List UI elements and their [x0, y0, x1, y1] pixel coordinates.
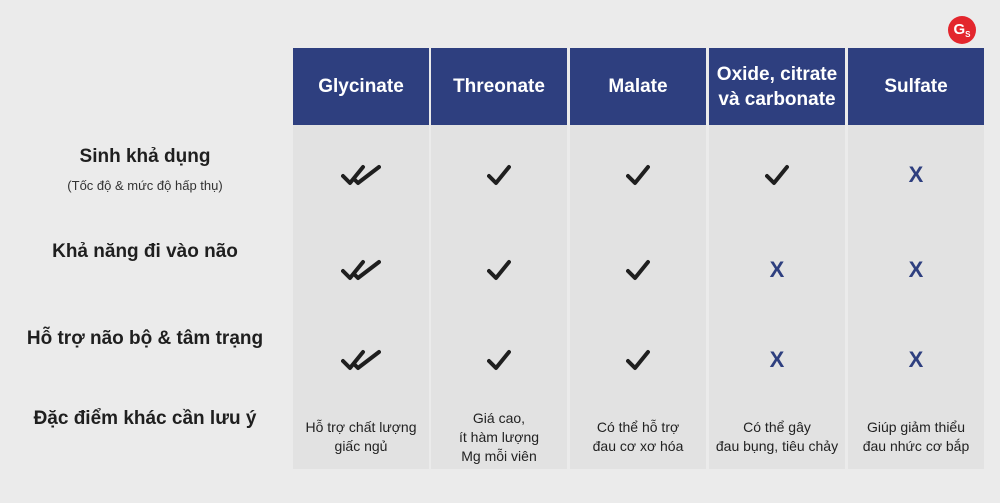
mark-cell — [848, 315, 984, 405]
column-body — [848, 125, 984, 469]
column-header: Sulfate — [848, 48, 984, 125]
column-0 — [293, 48, 429, 469]
mark-cell — [709, 125, 845, 225]
check-icon — [487, 349, 511, 371]
column-body — [709, 125, 845, 469]
note-cell — [709, 405, 845, 469]
brand-logo: $G_S$ — [948, 16, 976, 44]
x-icon: X — [908, 257, 924, 282]
mark-cell — [293, 225, 429, 315]
row-label-other-notes: Đặc điểm khác cần lưu ý — [33, 408, 257, 429]
double-check-icon — [341, 259, 381, 281]
row-label-brain-entry: Khả năng đi vào não — [52, 241, 238, 262]
column-3 — [709, 48, 845, 469]
note-cell — [848, 405, 984, 469]
mark-cell — [293, 125, 429, 225]
x-icon: X — [769, 347, 785, 372]
column-note: Có thể hỗ trợ đau cơ xơ hóa — [592, 419, 684, 454]
double-check-icon — [341, 164, 381, 186]
check-icon — [765, 164, 789, 186]
column-header: Glycinate — [293, 48, 429, 125]
note-cell — [431, 405, 567, 469]
mark-cell — [431, 125, 567, 225]
x-icon: X — [769, 257, 785, 282]
mark-cell — [431, 315, 567, 405]
double-check-icon — [341, 349, 381, 371]
column-body — [293, 125, 429, 469]
row-sub-bioavailability: (Tốc độ & mức độ hấp thụ) — [67, 178, 223, 193]
column-header: Oxide, citrate và carbonate — [709, 48, 845, 125]
mark-cell — [431, 225, 567, 315]
column-header: Threonate — [431, 48, 567, 125]
check-icon — [626, 259, 650, 281]
column-note: Có thể gây đau bụng, tiêu chảy — [715, 419, 839, 454]
mark-cell — [709, 225, 845, 315]
check-icon — [626, 349, 650, 371]
mark-cell — [848, 225, 984, 315]
column-body — [431, 125, 567, 469]
column-note: Hỗ trợ chất lượng giấc ngủ — [305, 419, 417, 454]
mark-cell — [709, 315, 845, 405]
mark-cell — [570, 225, 706, 315]
note-cell — [570, 405, 706, 469]
note-cell — [293, 405, 429, 469]
mark-cell — [293, 315, 429, 405]
row-label-brain-mood: Hỗ trợ não bộ & tâm trạng — [26, 328, 264, 349]
check-icon — [487, 164, 511, 186]
column-note: Giá cao, ít hàm lượng Mg mỗi viên — [458, 409, 540, 464]
check-icon — [487, 259, 511, 281]
column-body — [570, 125, 706, 469]
column-2 — [570, 48, 706, 469]
column-note: Giúp giảm thiểu đau nhức cơ bắp — [862, 419, 970, 454]
x-icon: X — [908, 347, 924, 372]
column-4 — [848, 48, 984, 469]
mark-cell — [570, 125, 706, 225]
column-header: Malate — [570, 48, 706, 125]
mark-cell — [848, 125, 984, 225]
column-1 — [431, 48, 567, 469]
mark-cell — [570, 315, 706, 405]
row-label-bioavailability: Sinh khả dụng — [79, 146, 211, 167]
check-icon — [626, 164, 650, 186]
x-icon: X — [908, 162, 924, 187]
